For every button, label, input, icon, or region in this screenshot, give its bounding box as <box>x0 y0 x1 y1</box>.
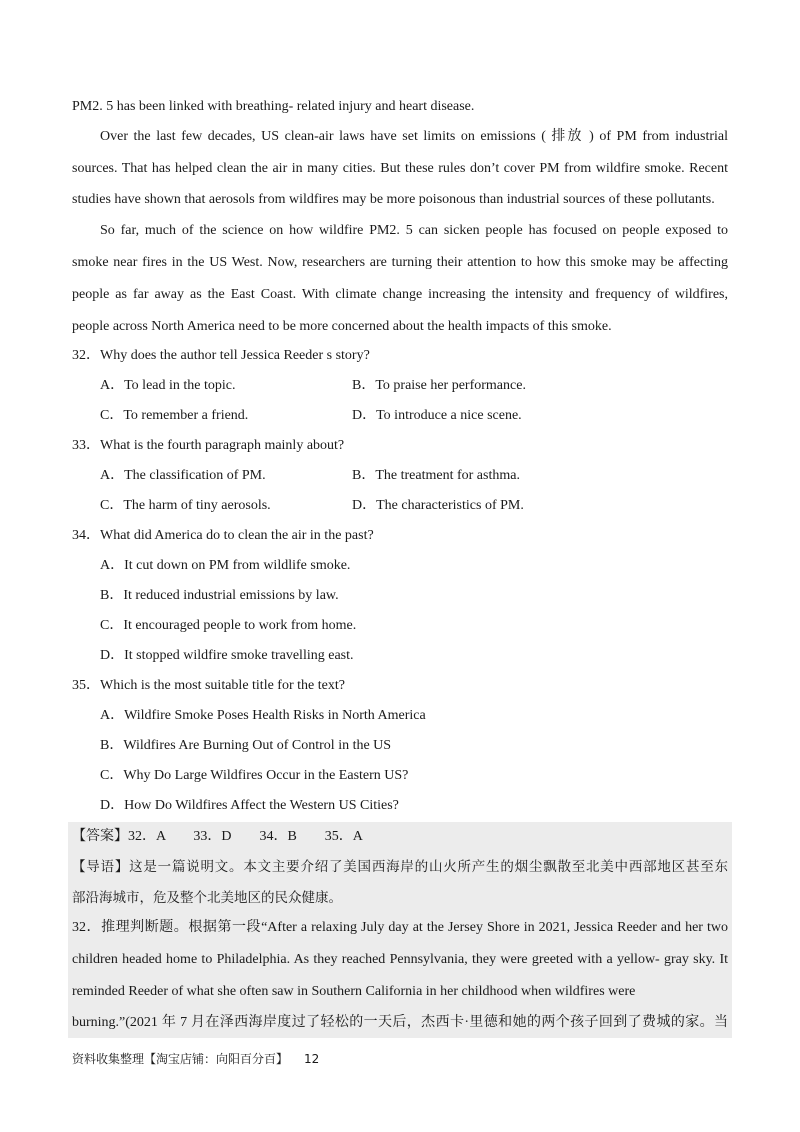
option-34-a: A．It cut down on PM from wildlife smoke. <box>100 558 351 573</box>
question-stem-35: 35．Which is the most suitable title for the text? <box>72 678 345 693</box>
answer-keys-line <box>72 826 728 847</box>
analysis-line: 32．推理判断题。根据第一段“After a relaxing July day at the Jersey Shore in 2021, Jessica Reeder and her two <box>72 920 728 935</box>
passage-line: studies have shown that aerosols from wildfires may be more poisonous than industrial sources of these pollutants. <box>72 192 715 207</box>
answer-keys: 32．A 33．D 34．B 35．A <box>128 829 363 844</box>
option-35-b: B．Wildfires Are Burning Out of Control in the US <box>100 738 392 753</box>
option-35-d: D．How Do Wildfires Affect the Western US Cities? <box>100 798 399 813</box>
passage-line: smoke near fires in the US West. Now, researchers are turning their attention to how this smoke may be affecting <box>72 255 728 270</box>
option-32-c: C．To remember a friend. <box>100 408 249 423</box>
passage-line: PM2. 5 has been linked with breathing- related injury and heart disease. <box>72 99 475 114</box>
option-34-b: B．It reduced industrial emissions by law. <box>100 588 339 603</box>
option-35-a: A．Wildfire Smoke Poses Health Risks in North America <box>100 708 426 723</box>
passage-line: Over the last few decades, US clean-air laws have set limits on emissions ( 排放 ) of PM from industrial <box>100 129 728 144</box>
option-33-a: A．The classification of PM. <box>100 468 266 483</box>
option-33-c: C．The harm of tiny aerosols. <box>100 498 271 513</box>
option-34-d: D．It stopped wildfire smoke travelling east. <box>100 648 354 663</box>
option-35-c: C．Why Do Large Wildfires Occur in the Eastern US? <box>100 768 409 783</box>
question-stem-32: 32．Why does the author tell Jessica Reeder s story? <box>72 348 370 363</box>
question-stem-34: 34．What did America do to clean the air in the past? <box>72 528 374 543</box>
option-34-c: C．It encouraged people to work from home. <box>100 618 357 633</box>
option-33-d: D．The characteristics of PM. <box>352 498 524 513</box>
footer-source: 资料收集整理【淘宝店铺：向阳百分百】 <box>72 1052 289 1066</box>
question-stem-33: 33．What is the fourth paragraph mainly about? <box>72 438 345 453</box>
guide-line: 部沿海城市，危及整个北美地区的民众健康。 <box>72 890 342 906</box>
guide-line: 【导语】这是一篇说明文。本文主要介绍了美国西海岸的山火所产生的烟尘飘散至北美中西部地区甚至东 <box>72 859 728 875</box>
passage-line: people as far away as the East Coast. With climate change increasing the intensity and frequency of wildfires, <box>72 287 728 302</box>
answer-label: 【答案】 <box>72 828 128 844</box>
passage-line: people across North America need to be more concerned about the health impacts of this smoke. <box>72 319 612 334</box>
page-number: 12 <box>304 1052 320 1066</box>
analysis-line: children headed home to Philadelphia. As they reached Pennsylvania, they were greeted with a yellow- gray sky. It <box>72 952 728 967</box>
option-32-b: B．To praise her performance. <box>352 378 526 393</box>
option-33-b: B．The treatment for asthma. <box>352 468 520 483</box>
page-footer <box>72 1050 319 1068</box>
option-32-d: D．To introduce a nice scene. <box>352 408 522 423</box>
analysis-line: burning.”(2021 年 7 月在泽西海岸度过了轻松的一天后，杰西卡·里德和她的两个孩子回到了费城的家。当 <box>72 1015 728 1030</box>
passage-line: So far, much of the science on how wildfire PM2. 5 can sicken people has focused on people exposed to <box>100 223 728 238</box>
option-32-a: A．To lead in the topic. <box>100 378 236 393</box>
analysis-line: reminded Reeder of what she often saw in Southern California in her childhood when wildfires were <box>72 984 636 999</box>
passage-line: sources. That has helped clean the air in many cities. But these rules don’t cover PM from wildfire smoke. Recent <box>72 161 728 176</box>
